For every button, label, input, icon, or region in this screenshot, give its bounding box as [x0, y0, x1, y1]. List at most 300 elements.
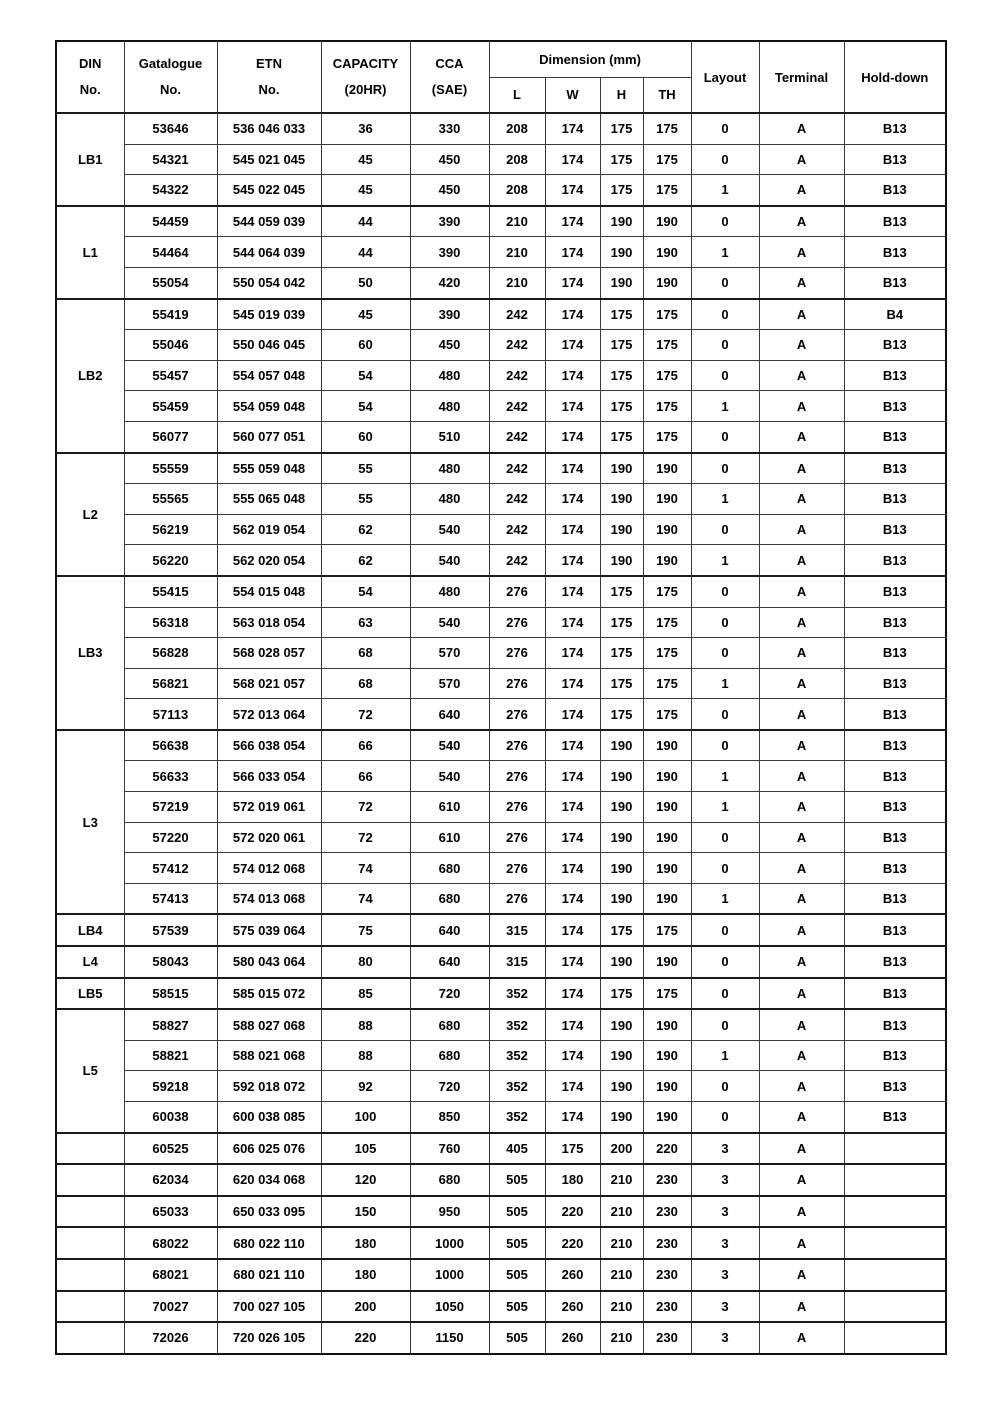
cell-dim-l: 276: [489, 822, 545, 853]
cell-dim-th: 190: [643, 267, 691, 298]
din-group-cell: [56, 1227, 124, 1259]
cell-hold-down: [844, 1322, 946, 1354]
cell-hold-down: B13: [844, 545, 946, 576]
cell-dim-h: 210: [600, 1259, 643, 1291]
cell-etn-no: 562 019 054: [217, 514, 321, 545]
cell-dim-th: 175: [643, 113, 691, 144]
cell-etn-no: 554 057 048: [217, 360, 321, 391]
cell-terminal: A: [759, 914, 844, 946]
cell-dim-th: 230: [643, 1227, 691, 1259]
cell-catalogue-no: 56828: [124, 638, 217, 669]
cell-catalogue-no: 54459: [124, 206, 217, 237]
cell-cca: 680: [410, 1009, 489, 1040]
cell-layout: 3: [691, 1227, 759, 1259]
cell-hold-down: B13: [844, 206, 946, 237]
cell-catalogue-no: 57412: [124, 853, 217, 884]
cell-terminal: A: [759, 1196, 844, 1228]
cell-dim-th: 175: [643, 668, 691, 699]
cell-hold-down: B13: [844, 391, 946, 422]
cell-dim-th: 175: [643, 330, 691, 361]
cell-terminal: A: [759, 144, 844, 175]
cell-dim-th: 230: [643, 1322, 691, 1354]
cell-dim-l: 505: [489, 1322, 545, 1354]
cell-cca: 540: [410, 514, 489, 545]
cell-dim-l: 352: [489, 1071, 545, 1102]
cell-terminal: A: [759, 514, 844, 545]
cell-dim-w: 174: [545, 299, 600, 330]
cell-dim-l: 505: [489, 1227, 545, 1259]
din-group-cell: L5: [56, 1009, 124, 1132]
cell-capacity: 44: [321, 237, 410, 268]
cell-capacity: 180: [321, 1227, 410, 1259]
cell-capacity: 80: [321, 946, 410, 978]
cell-dim-th: 230: [643, 1196, 691, 1228]
cell-terminal: A: [759, 421, 844, 452]
cell-dim-w: 174: [545, 853, 600, 884]
cell-capacity: 75: [321, 914, 410, 946]
cell-dim-h: 175: [600, 699, 643, 730]
table-row: [56, 946, 946, 978]
cell-dim-th: 190: [643, 1071, 691, 1102]
cell-cca: 720: [410, 978, 489, 1010]
cell-etn-no: 572 019 061: [217, 792, 321, 823]
cell-cca: 450: [410, 175, 489, 206]
col-header-dimension: Dimension (mm): [489, 41, 691, 77]
cell-cca: 330: [410, 113, 489, 144]
cell-dim-h: 210: [600, 1322, 643, 1354]
col-header-catalogue-line2: No.: [160, 82, 181, 97]
cell-dim-w: 174: [545, 576, 600, 607]
cell-layout: 1: [691, 484, 759, 515]
cell-etn-no: 606 025 076: [217, 1133, 321, 1165]
table-row: [56, 1322, 946, 1354]
cell-dim-th: 175: [643, 914, 691, 946]
table-row: [56, 853, 946, 884]
cell-dim-h: 175: [600, 330, 643, 361]
cell-dim-l: 210: [489, 237, 545, 268]
cell-dim-h: 190: [600, 484, 643, 515]
cell-etn-no: 650 033 095: [217, 1196, 321, 1228]
cell-dim-h: 210: [600, 1291, 643, 1323]
cell-hold-down: B13: [844, 1071, 946, 1102]
cell-catalogue-no: 56219: [124, 514, 217, 545]
cell-dim-h: 190: [600, 853, 643, 884]
col-header-din-line2: No.: [79, 82, 101, 97]
cell-terminal: A: [759, 822, 844, 853]
cell-terminal: A: [759, 391, 844, 422]
cell-etn-no: 585 015 072: [217, 978, 321, 1010]
cell-dim-w: 174: [545, 761, 600, 792]
cell-hold-down: [844, 1196, 946, 1228]
cell-terminal: A: [759, 1291, 844, 1323]
cell-terminal: A: [759, 978, 844, 1010]
cell-dim-h: 175: [600, 607, 643, 638]
cell-dim-l: 276: [489, 730, 545, 761]
col-header-capacity-line1: CAPACITY: [332, 56, 399, 71]
cell-catalogue-no: 70027: [124, 1291, 217, 1323]
cell-catalogue-no: 60038: [124, 1102, 217, 1133]
cell-dim-w: 180: [545, 1164, 600, 1196]
cell-catalogue-no: 68022: [124, 1227, 217, 1259]
cell-etn-no: 545 022 045: [217, 175, 321, 206]
cell-dim-th: 190: [643, 792, 691, 823]
cell-dim-l: 405: [489, 1133, 545, 1165]
cell-dim-w: 174: [545, 607, 600, 638]
cell-dim-th: 190: [643, 1009, 691, 1040]
cell-dim-h: 175: [600, 421, 643, 452]
cell-capacity: 66: [321, 761, 410, 792]
cell-capacity: 54: [321, 360, 410, 391]
cell-cca: 1000: [410, 1259, 489, 1291]
cell-etn-no: 562 020 054: [217, 545, 321, 576]
cell-dim-w: 174: [545, 421, 600, 452]
table-row: [56, 175, 946, 206]
cell-dim-w: 174: [545, 113, 600, 144]
cell-dim-th: 175: [643, 699, 691, 730]
cell-terminal: A: [759, 792, 844, 823]
cell-capacity: 72: [321, 822, 410, 853]
cell-terminal: A: [759, 1259, 844, 1291]
cell-dim-h: 190: [600, 206, 643, 237]
cell-capacity: 55: [321, 484, 410, 515]
cell-catalogue-no: 57413: [124, 883, 217, 914]
cell-terminal: A: [759, 1133, 844, 1165]
cell-dim-th: 175: [643, 299, 691, 330]
cell-etn-no: 620 034 068: [217, 1164, 321, 1196]
cell-layout: 0: [691, 299, 759, 330]
cell-dim-l: 276: [489, 668, 545, 699]
cell-catalogue-no: 57539: [124, 914, 217, 946]
cell-capacity: 66: [321, 730, 410, 761]
cell-dim-h: 175: [600, 113, 643, 144]
col-header-catalogue-line1: Gatalogue: [138, 56, 203, 71]
cell-hold-down: B13: [844, 1102, 946, 1133]
table-row: [56, 267, 946, 298]
cell-terminal: A: [759, 1071, 844, 1102]
cell-dim-l: 242: [489, 514, 545, 545]
cell-dim-h: 175: [600, 576, 643, 607]
table-row: [56, 1133, 946, 1165]
cell-cca: 680: [410, 1164, 489, 1196]
table-header: [56, 41, 946, 113]
cell-catalogue-no: 62034: [124, 1164, 217, 1196]
cell-hold-down: B13: [844, 484, 946, 515]
table-row: [56, 421, 946, 452]
col-header-terminal: Terminal: [759, 41, 844, 113]
col-header-etn-line2: No.: [258, 82, 280, 97]
cell-dim-w: 174: [545, 453, 600, 484]
cell-terminal: A: [759, 883, 844, 914]
cell-cca: 1000: [410, 1227, 489, 1259]
col-header-cca-line2: (SAE): [431, 82, 468, 97]
cell-terminal: A: [759, 175, 844, 206]
cell-layout: 0: [691, 978, 759, 1010]
cell-dim-th: 175: [643, 576, 691, 607]
cell-capacity: 88: [321, 1040, 410, 1071]
cell-hold-down: B13: [844, 175, 946, 206]
cell-terminal: A: [759, 576, 844, 607]
cell-etn-no: 566 033 054: [217, 761, 321, 792]
cell-dim-l: 315: [489, 946, 545, 978]
cell-cca: 760: [410, 1133, 489, 1165]
cell-capacity: 45: [321, 175, 410, 206]
cell-hold-down: B13: [844, 914, 946, 946]
cell-layout: 0: [691, 914, 759, 946]
cell-dim-th: 230: [643, 1259, 691, 1291]
cell-capacity: 54: [321, 391, 410, 422]
table-row: [56, 484, 946, 515]
cell-catalogue-no: 72026: [124, 1322, 217, 1354]
cell-catalogue-no: 68021: [124, 1259, 217, 1291]
cell-catalogue-no: 55459: [124, 391, 217, 422]
cell-etn-no: 680 021 110: [217, 1259, 321, 1291]
cell-etn-no: 550 046 045: [217, 330, 321, 361]
cell-capacity: 45: [321, 144, 410, 175]
col-header-etn: [217, 41, 321, 113]
cell-hold-down: B13: [844, 237, 946, 268]
cell-dim-l: 276: [489, 638, 545, 669]
col-header-capacity: [321, 41, 410, 113]
cell-hold-down: B13: [844, 1040, 946, 1071]
table-row: [56, 391, 946, 422]
cell-dim-th: 190: [643, 1040, 691, 1071]
cell-dim-w: 174: [545, 1071, 600, 1102]
cell-catalogue-no: 56633: [124, 761, 217, 792]
cell-terminal: A: [759, 360, 844, 391]
cell-dim-th: 175: [643, 638, 691, 669]
col-header-dim-l: L: [489, 77, 545, 113]
cell-dim-w: 174: [545, 545, 600, 576]
cell-hold-down: B13: [844, 730, 946, 761]
cell-capacity: 62: [321, 545, 410, 576]
cell-capacity: 120: [321, 1164, 410, 1196]
din-group-cell: LB3: [56, 576, 124, 730]
cell-etn-no: 536 046 033: [217, 113, 321, 144]
cell-layout: 3: [691, 1196, 759, 1228]
cell-hold-down: B13: [844, 853, 946, 884]
cell-etn-no: 554 015 048: [217, 576, 321, 607]
cell-etn-no: 600 038 085: [217, 1102, 321, 1133]
cell-cca: 480: [410, 360, 489, 391]
cell-cca: 640: [410, 914, 489, 946]
cell-hold-down: B13: [844, 792, 946, 823]
cell-dim-l: 505: [489, 1164, 545, 1196]
cell-capacity: 100: [321, 1102, 410, 1133]
cell-dim-l: 276: [489, 576, 545, 607]
cell-catalogue-no: 65033: [124, 1196, 217, 1228]
cell-catalogue-no: 56638: [124, 730, 217, 761]
cell-dim-h: 190: [600, 883, 643, 914]
cell-hold-down: B13: [844, 421, 946, 452]
cell-etn-no: 545 021 045: [217, 144, 321, 175]
cell-dim-l: 242: [489, 299, 545, 330]
cell-dim-h: 190: [600, 1009, 643, 1040]
cell-layout: 0: [691, 822, 759, 853]
cell-dim-w: 174: [545, 1009, 600, 1040]
cell-dim-th: 190: [643, 822, 691, 853]
din-group-cell: [56, 1164, 124, 1196]
cell-catalogue-no: 60525: [124, 1133, 217, 1165]
cell-cca: 610: [410, 792, 489, 823]
din-group-cell: L1: [56, 206, 124, 299]
cell-dim-l: 352: [489, 1102, 545, 1133]
cell-capacity: 62: [321, 514, 410, 545]
cell-cca: 640: [410, 946, 489, 978]
cell-cca: 540: [410, 545, 489, 576]
cell-dim-h: 190: [600, 730, 643, 761]
cell-dim-l: 352: [489, 978, 545, 1010]
cell-cca: 680: [410, 853, 489, 884]
cell-catalogue-no: 56077: [124, 421, 217, 452]
cell-terminal: A: [759, 638, 844, 669]
cell-cca: 480: [410, 484, 489, 515]
cell-terminal: A: [759, 299, 844, 330]
cell-dim-w: 174: [545, 1102, 600, 1133]
table-row: [56, 1196, 946, 1228]
cell-etn-no: 588 027 068: [217, 1009, 321, 1040]
cell-hold-down: B13: [844, 360, 946, 391]
cell-terminal: A: [759, 730, 844, 761]
cell-capacity: 60: [321, 421, 410, 452]
cell-terminal: A: [759, 330, 844, 361]
cell-hold-down: [844, 1133, 946, 1165]
cell-layout: 0: [691, 360, 759, 391]
cell-hold-down: B13: [844, 761, 946, 792]
battery-spec-table: [55, 40, 947, 1355]
col-header-din-line1: DIN: [79, 56, 102, 71]
col-header-etn-line1: ETN: [256, 56, 282, 71]
cell-etn-no: 544 064 039: [217, 237, 321, 268]
cell-hold-down: [844, 1227, 946, 1259]
table-row: [56, 1102, 946, 1133]
cell-capacity: 68: [321, 638, 410, 669]
cell-cca: 450: [410, 144, 489, 175]
cell-terminal: A: [759, 1102, 844, 1133]
cell-layout: 1: [691, 883, 759, 914]
cell-etn-no: 568 028 057: [217, 638, 321, 669]
cell-capacity: 92: [321, 1071, 410, 1102]
cell-terminal: A: [759, 946, 844, 978]
cell-etn-no: 580 043 064: [217, 946, 321, 978]
cell-dim-th: 190: [643, 453, 691, 484]
cell-layout: 3: [691, 1322, 759, 1354]
cell-cca: 570: [410, 668, 489, 699]
cell-catalogue-no: 55419: [124, 299, 217, 330]
cell-dim-h: 190: [600, 792, 643, 823]
cell-layout: 1: [691, 668, 759, 699]
cell-etn-no: 720 026 105: [217, 1322, 321, 1354]
cell-layout: 1: [691, 1040, 759, 1071]
cell-dim-h: 190: [600, 267, 643, 298]
cell-dim-th: 220: [643, 1133, 691, 1165]
cell-cca: 950: [410, 1196, 489, 1228]
cell-cca: 480: [410, 453, 489, 484]
cell-dim-th: 230: [643, 1291, 691, 1323]
cell-layout: 0: [691, 576, 759, 607]
cell-etn-no: 563 018 054: [217, 607, 321, 638]
table-row: [56, 822, 946, 853]
cell-layout: 1: [691, 175, 759, 206]
cell-cca: 450: [410, 330, 489, 361]
cell-dim-l: 242: [489, 453, 545, 484]
cell-layout: 0: [691, 1071, 759, 1102]
cell-cca: 720: [410, 1071, 489, 1102]
cell-cca: 850: [410, 1102, 489, 1133]
col-header-catalogue: [124, 41, 217, 113]
cell-hold-down: B13: [844, 668, 946, 699]
cell-hold-down: B13: [844, 576, 946, 607]
col-header-din: [56, 41, 124, 113]
cell-dim-th: 175: [643, 978, 691, 1010]
col-header-capacity-line2: (20HR): [344, 82, 387, 97]
cell-dim-h: 190: [600, 946, 643, 978]
table-row: [56, 453, 946, 484]
col-header-dim-th: TH: [643, 77, 691, 113]
cell-capacity: 45: [321, 299, 410, 330]
col-header-dim-w: W: [545, 77, 600, 113]
cell-hold-down: B13: [844, 330, 946, 361]
cell-dim-w: 174: [545, 237, 600, 268]
cell-dim-w: 174: [545, 391, 600, 422]
cell-cca: 540: [410, 761, 489, 792]
cell-etn-no: 700 027 105: [217, 1291, 321, 1323]
cell-cca: 680: [410, 1040, 489, 1071]
cell-dim-w: 174: [545, 946, 600, 978]
cell-terminal: A: [759, 1009, 844, 1040]
din-group-cell: [56, 1196, 124, 1228]
cell-layout: 0: [691, 946, 759, 978]
cell-terminal: A: [759, 699, 844, 730]
cell-dim-l: 352: [489, 1009, 545, 1040]
table-row: [56, 1009, 946, 1040]
cell-layout: 1: [691, 237, 759, 268]
cell-dim-l: 276: [489, 883, 545, 914]
cell-dim-th: 175: [643, 391, 691, 422]
cell-catalogue-no: 55054: [124, 267, 217, 298]
din-group-cell: L2: [56, 453, 124, 576]
cell-dim-l: 505: [489, 1291, 545, 1323]
cell-dim-w: 174: [545, 330, 600, 361]
cell-layout: 0: [691, 730, 759, 761]
cell-catalogue-no: 58827: [124, 1009, 217, 1040]
cell-dim-h: 190: [600, 453, 643, 484]
cell-dim-l: 208: [489, 113, 545, 144]
cell-catalogue-no: 58515: [124, 978, 217, 1010]
cell-dim-w: 174: [545, 1040, 600, 1071]
cell-etn-no: 574 012 068: [217, 853, 321, 884]
cell-layout: 0: [691, 1102, 759, 1133]
cell-hold-down: [844, 1291, 946, 1323]
cell-layout: 3: [691, 1291, 759, 1323]
cell-capacity: 55: [321, 453, 410, 484]
cell-catalogue-no: 57220: [124, 822, 217, 853]
col-header-layout: Layout: [691, 41, 759, 113]
cell-cca: 390: [410, 299, 489, 330]
cell-dim-h: 175: [600, 175, 643, 206]
cell-capacity: 220: [321, 1322, 410, 1354]
table-row: [56, 730, 946, 761]
cell-terminal: A: [759, 1040, 844, 1071]
cell-hold-down: B13: [844, 453, 946, 484]
cell-dim-h: 175: [600, 299, 643, 330]
cell-catalogue-no: 53646: [124, 113, 217, 144]
cell-dim-h: 175: [600, 914, 643, 946]
table-row: [56, 1164, 946, 1196]
cell-dim-th: 190: [643, 883, 691, 914]
cell-catalogue-no: 54464: [124, 237, 217, 268]
cell-terminal: A: [759, 853, 844, 884]
cell-capacity: 60: [321, 330, 410, 361]
